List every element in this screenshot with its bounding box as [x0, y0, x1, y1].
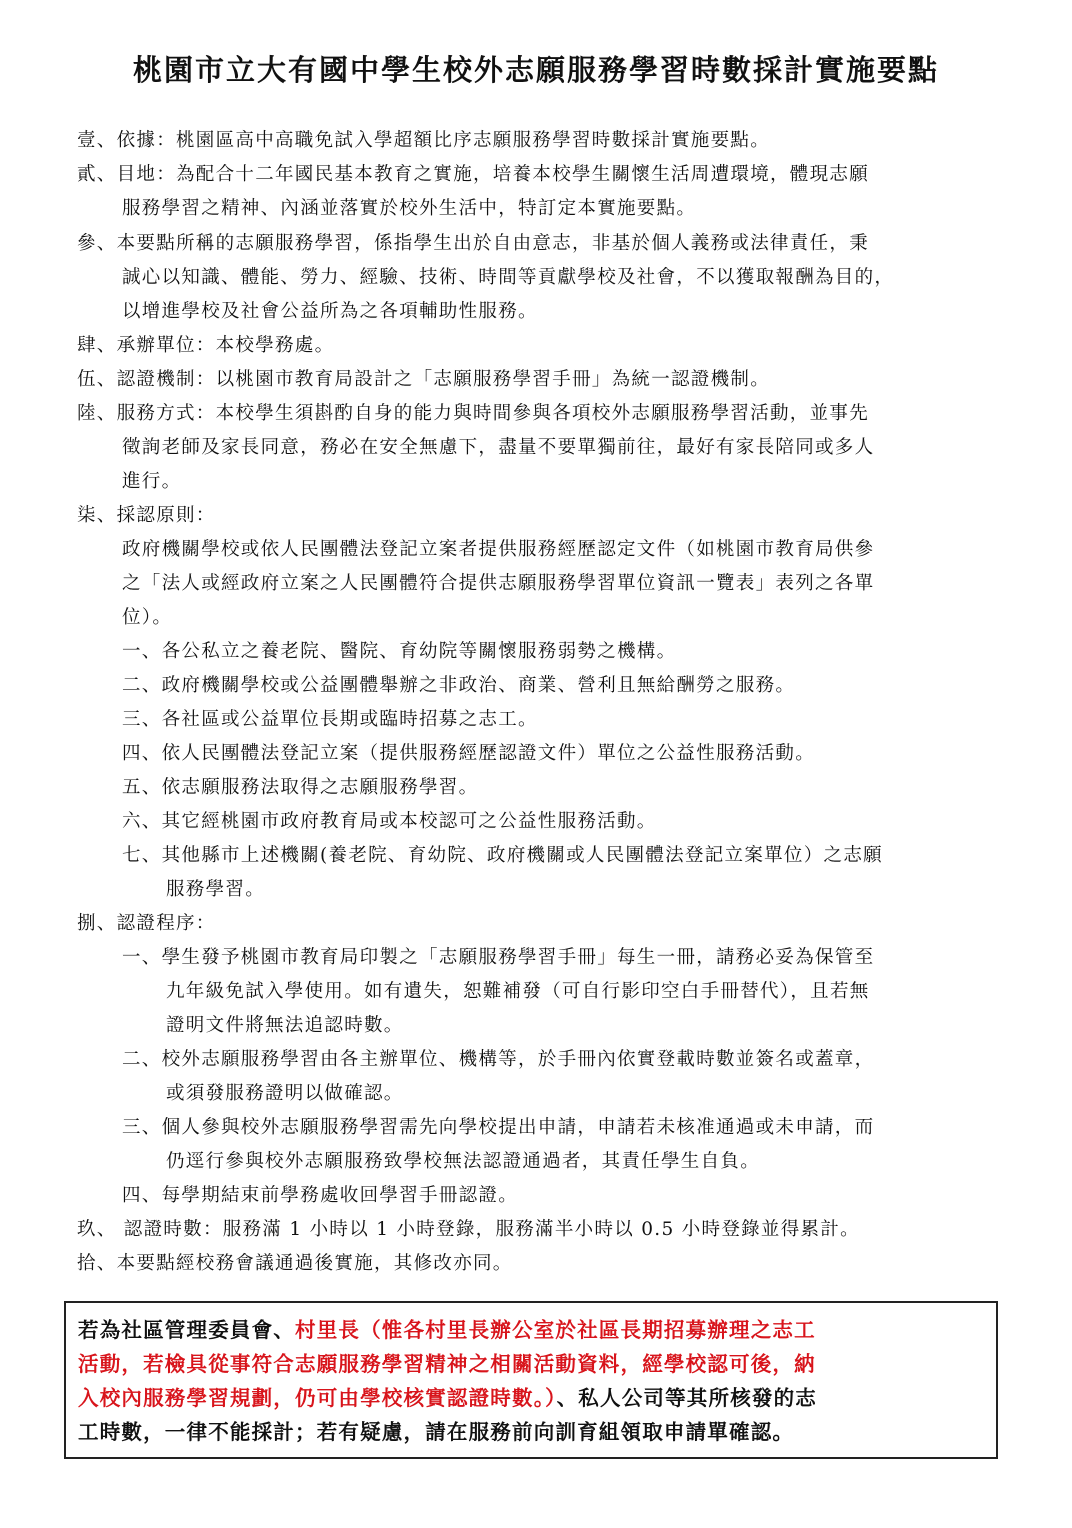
document-title: 桃園市立大有國中學生校外志願服務學習時數採計實施要點: [132, 53, 939, 87]
notice-highlight: 入校內服務學習規劃，仍可由學校核實認證時數。）: [78, 1386, 557, 1410]
notice-line-2: [78, 1351, 816, 1377]
clause-7-intro: 政府機關學校或依人民團體法登記立案者提供服務經歷認定文件（如桃園市教育局供參: [122, 539, 875, 560]
clause-8-item-cont: 證明文件將無法追認時數。: [166, 1015, 404, 1036]
clause-8: 捌、認證程序：: [77, 913, 216, 934]
clause-3-cont: 誠心以知識、體能、勞力、經驗、技術、時間等貢獻學校及社會，不以獲取報酬為目的，: [122, 267, 895, 288]
clause-8-item-cont: 仍逕行參與校外志願服務致學校無法認證通過者，其責任學生自負。: [166, 1151, 761, 1172]
clause-7-intro-cont: 位）。: [122, 607, 173, 628]
clause-8-item-cont: 或須發服務證明以做確認。: [166, 1083, 404, 1104]
clause-3-cont: 以增進學校及社會公益所為之各項輔助性服務。: [122, 301, 538, 322]
clause-7-intro-cont: 之「法人或經政府立案之人民團體符合提供志願服務學習單位資訊一覽表」表列之各單: [122, 573, 875, 594]
notice-text: 工時數，一律不能採計；若有疑慮，請在服務前向訓育組領取申請單確認。: [78, 1420, 795, 1444]
clause-6-cont: 徵詢老師及家長同意，務必在安全無慮下，盡量不要單獨前往，最好有家長陪同或多人: [122, 437, 875, 458]
notice-line-1: [78, 1317, 816, 1343]
clause-7-item: 五、依志願服務法取得之志願服務學習。: [122, 777, 479, 798]
clause-7-item: 六、其它經桃園市政府教育局或本校認可之公益性服務活動。: [122, 811, 657, 832]
clause-2-cont: 服務學習之精神、內涵並落實於校外生活中，特訂定本實施要點。: [122, 198, 697, 219]
clause-7-item: 七、其他縣市上述機關(養老院、育幼院、政府機關或人民團體法登記立案單位）之志願: [122, 845, 883, 866]
notice-text: 若為社區管理委員會、: [78, 1318, 295, 1342]
clause-3: 參、本要點所稱的志願服務學習，係指學生出於自由意志，非基於個人義務或法律責任，秉: [77, 233, 870, 254]
notice-line-3: [78, 1385, 817, 1411]
notice-text: 、私人公司等其所核發的志: [556, 1386, 818, 1410]
clause-8-item-cont: 九年級免試入學使用。如有遺失，恕難補發（可自行影印空白手冊替代），且若無: [166, 981, 870, 1002]
clause-1: 壹、依據：桃園區高中高職免試入學超額比序志願服務學習時數採計實施要點。: [77, 130, 771, 151]
clause-7-item: 三、各社區或公益單位長期或臨時招募之志工。: [122, 709, 538, 730]
clause-8-item: 一、學生發予桃園市教育局印製之「志願服務學習手冊」每生一冊，請務必妥為保管至: [122, 947, 875, 968]
clause-5: 伍、認證機制：以桃園市教育局設計之「志願服務學習手冊」為統一認證機制。: [77, 369, 771, 390]
clause-10: 拾、本要點經校務會議通過後實施，其修改亦同。: [77, 1253, 513, 1274]
clause-8-item: 四、每學期結束前學務處收回學習手冊認證。: [122, 1185, 519, 1206]
clause-4: 肆、承辦單位：本校學務處。: [77, 335, 335, 356]
clause-7: 柒、採認原則：: [77, 505, 216, 526]
clause-9: 玖、 認證時數：服務滿 1 小時以 1 小時登錄，服務滿半小時以 0.5 小時登錄並得累計。: [77, 1219, 860, 1240]
notice-line-4: [78, 1419, 794, 1445]
clause-6: 陸、服務方式：本校學生須斟酌自身的能力與時間參與各項校外志願服務學習活動，並事先: [77, 403, 870, 424]
clause-7-item-cont: 服務學習。: [166, 879, 266, 900]
clause-8-item: 二、校外志願服務學習由各主辦單位、機構等，於手冊內依實登載時數並簽名或蓋章，: [122, 1049, 875, 1070]
notice-highlight: 村里長（惟各村里長辦公室於社區長期招募辦理之志工: [295, 1318, 816, 1342]
clause-2: 貳、目地：為配合十二年國民基本教育之實施，培養本校學生關懷生活周遭環境，體現志願: [77, 164, 870, 185]
clause-7-item: 一、各公私立之養老院、醫院、育幼院等關懷服務弱勢之機構。: [122, 641, 677, 662]
notice-box: [64, 1301, 998, 1459]
notice-highlight: 活動，若檢具從事符合志願服務學習精神之相關活動資料，經學校認可後，納: [78, 1352, 816, 1376]
clause-8-item: 三、個人參與校外志願服務學習需先向學校提出申請，申請若未核准通過或未申請，而: [122, 1117, 875, 1138]
clause-7-item: 二、政府機關學校或公益團體舉辦之非政治、商業、營利且無給酬勞之服務。: [122, 675, 796, 696]
clause-7-item: 四、依人民團體法登記立案（提供服務經歷認證文件）單位之公益性服務活動。: [122, 743, 816, 764]
clause-6-cont: 進行。: [122, 471, 182, 492]
